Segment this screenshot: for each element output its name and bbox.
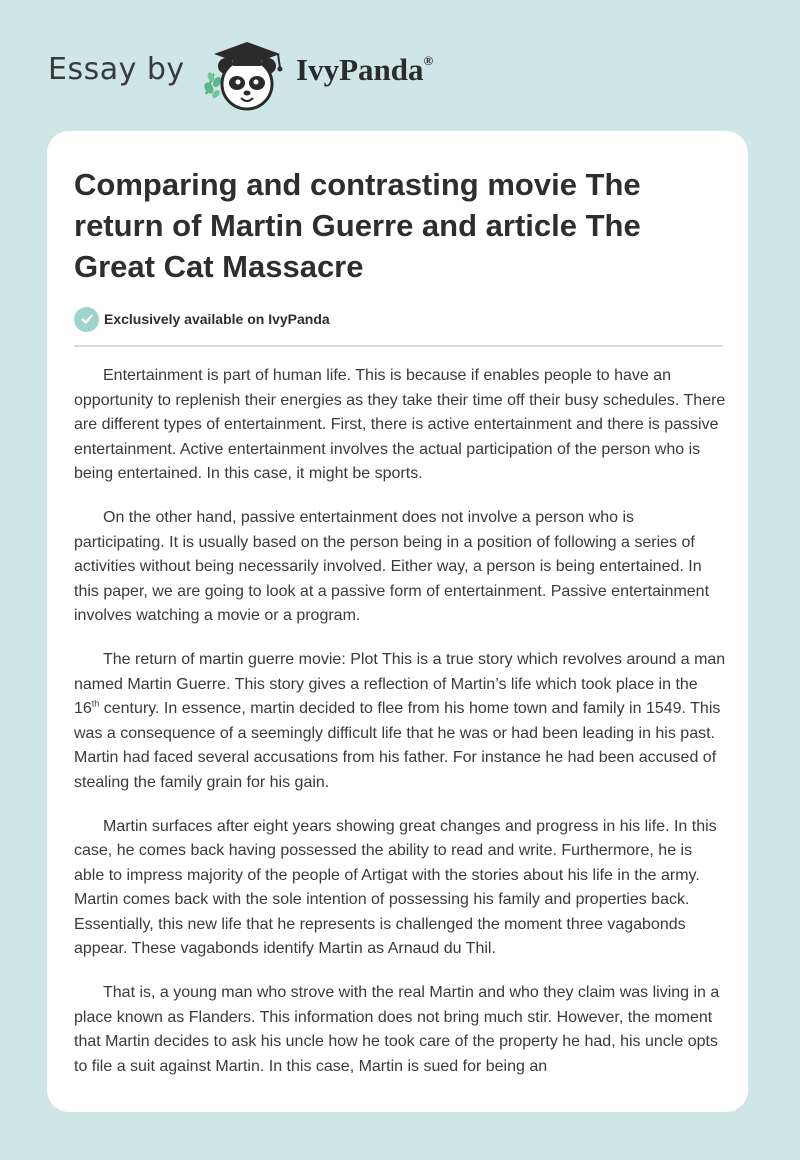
paragraph: That is, a young man who strove with the real Martin and who they claim was living in a place known as Flanders. This information does not bring much stir. However, the moment that Martin decides to ask his uncle how he took care of the property he had, his uncle opts to file a suit against Martin. In this case, Martin is sued for being an	[74, 984, 720, 1075]
paragraph-text: The return of martin guerre movie: Plot This is a true story which revolves around a man named Martin Guerre. This story gives a reflection of Martin’s life which took place in the 16	[74, 650, 726, 718]
exclusive-badge	[74, 306, 330, 332]
page-title: Comparing and contrasting movie The return of Martin Guerre and article The Great Cat Massacre	[74, 167, 641, 284]
paragraph-text: century. In essence, martin decided to flee from his home town and family in 1549. This was a consequence of a seemingly difficult life that he was or had been leading in his past. Martin had faced several accusations from his father. For instance he had been accused of stealing the family grain for his gain.	[74, 700, 721, 791]
site-header	[0, 0, 800, 130]
paragraph	[74, 648, 726, 796]
paragraph: Entertainment is part of human life. This is because if enables people to have an opportunity to replenish their energies as they take their time off their busy schedules. There are different types of entertainment. First, there is active entertainment and there is passive entertainment. Active entertainment involves the actual participation of the person who is being entertained. In this case, it might be sports.	[74, 367, 726, 483]
ordinal-suffix: th	[91, 698, 100, 709]
check-circle-icon	[74, 307, 99, 332]
brand-name-text: IvyPanda	[296, 52, 424, 87]
essay-by-label: Essay by	[48, 52, 185, 87]
divider	[74, 345, 723, 347]
registered-mark: ®	[423, 52, 434, 68]
paragraph: Martin surfaces after eight years showing great changes and progress in his life. In this case, he comes back having possessed the ability to read and write. Furthermore, he is able to impress majority of the people of Artigat with the stories about his life in the army. Martin comes back with the sole intention of possessing his family and properties back. Essentially, this new life that he represents is challenged the moment three vagabonds appear. These vagabonds identify Martin as Arnaud du Thil.	[74, 817, 717, 958]
paragraph: On the other hand, passive entertainment does not involve a person who is participating. It is usually based on the person being in a position of following a series of activities without being necessarily involved. Either way, a person is being entertained. In this paper, we are going to look at a passive form of entertainment. Passive entertainment involves watching a movie or a program.	[74, 508, 710, 625]
ivypanda-brand-name[interactable]	[296, 52, 433, 88]
ivypanda-logo-icon[interactable]	[200, 36, 296, 112]
essay-card	[47, 131, 748, 1112]
exclusive-label: Exclusively available on IvyPanda	[104, 311, 330, 327]
essay-body	[74, 364, 726, 1098]
